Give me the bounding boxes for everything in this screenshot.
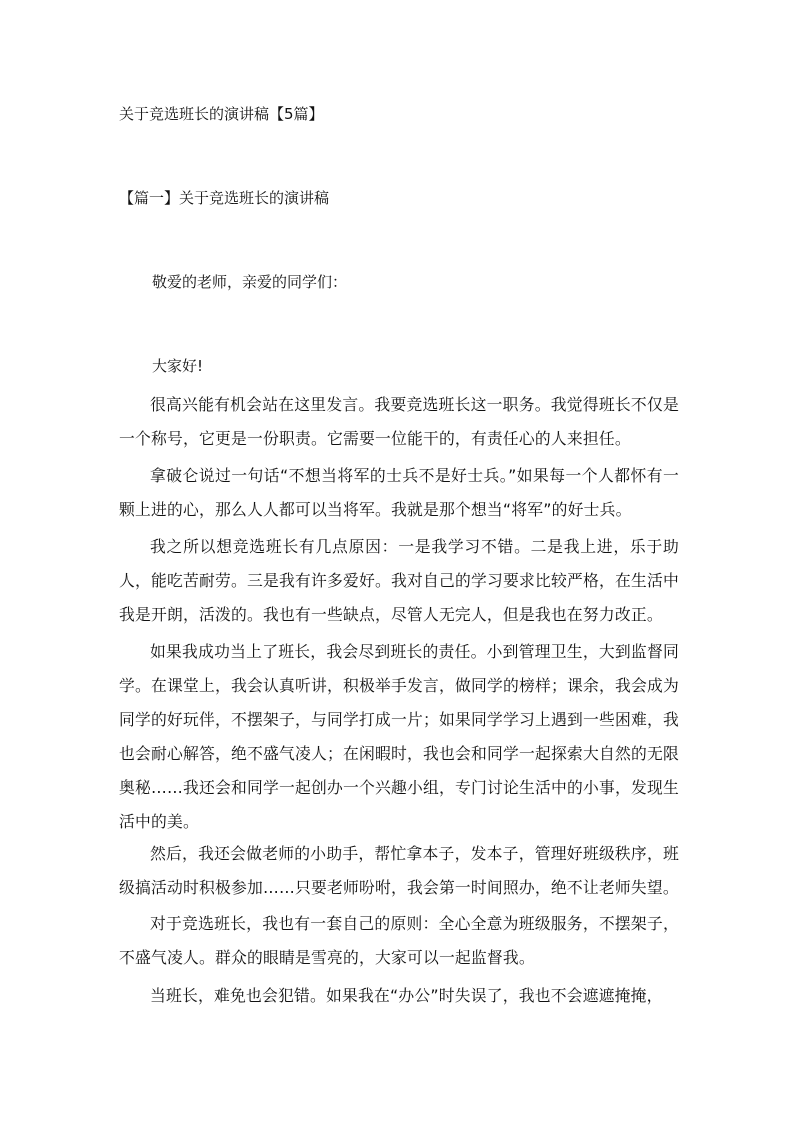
greeting: 大家好! bbox=[152, 357, 204, 375]
paragraph: 如果我成功当上了班长，我会尽到班长的责任。小到管理卫生，大到监督同学。在课堂上，我会认真听讲，积极举手发言，做同学的榜样；课余，我会成为同学的好玩伴，不摆架子，与同学打成一片；如果同学学习上遇到一些困难，我也会耐心解答，绝不盛气凌人；在闲暇时，我也会和同学一起探索大自然的无限奥秘……我还会和同学一起创办一个兴趣小组，专门讨论生活中的小事，发现生活中的美。 bbox=[119, 642, 679, 831]
paragraph: 当班长，难免也会犯错。如果我在“办公”时失误了，我也不会遮遮掩掩， bbox=[150, 986, 663, 1005]
paragraph: 很高兴能有机会站在这里发言。我要竞选班长这一职务。我觉得班长不仅是一个称号，它更是一份职责。它需要一位能干的，有责任心的人来担任。 bbox=[119, 395, 679, 448]
paragraph: 然后，我还会做老师的小助手，帮忙拿本子，发本子，管理好班级秩序，班级搞活动时积极参加……只要老师吩咐，我会第一时间照办，绝不让老师失望。 bbox=[119, 844, 679, 897]
paragraph: 我之所以想竞选班长有几点原因：一是我学习不错。二是我上进，乐于助人，能吃苦耐劳。三是我有许多爱好。我对自己的学习要求比较严格，在生活中我是开朗，活泼的。我也有一些缺点，尽管人无完人，但是我也在努力改正。 bbox=[119, 537, 679, 624]
paragraph: 对于竞选班长，我也有一套自己的原则：全心全意为班级服务，不摆架子，不盛气凌人。群众的眼睛是雪亮的，大家可以一起监督我。 bbox=[119, 914, 679, 967]
paragraph: 拿破仑说过一句话“不想当将军的士兵不是好士兵。”如果每一个人都怀有一颗上进的心，那么人人都可以当将军。我就是那个想当“将军”的好士兵。 bbox=[119, 466, 679, 519]
section-heading: 【篇一】关于竞选班长的演讲稿 bbox=[119, 189, 330, 207]
document-title: 关于竞选班长的演讲稿【5篇】 bbox=[119, 105, 324, 123]
salutation: 敬爱的老师，亲爱的同学们： bbox=[152, 273, 348, 291]
